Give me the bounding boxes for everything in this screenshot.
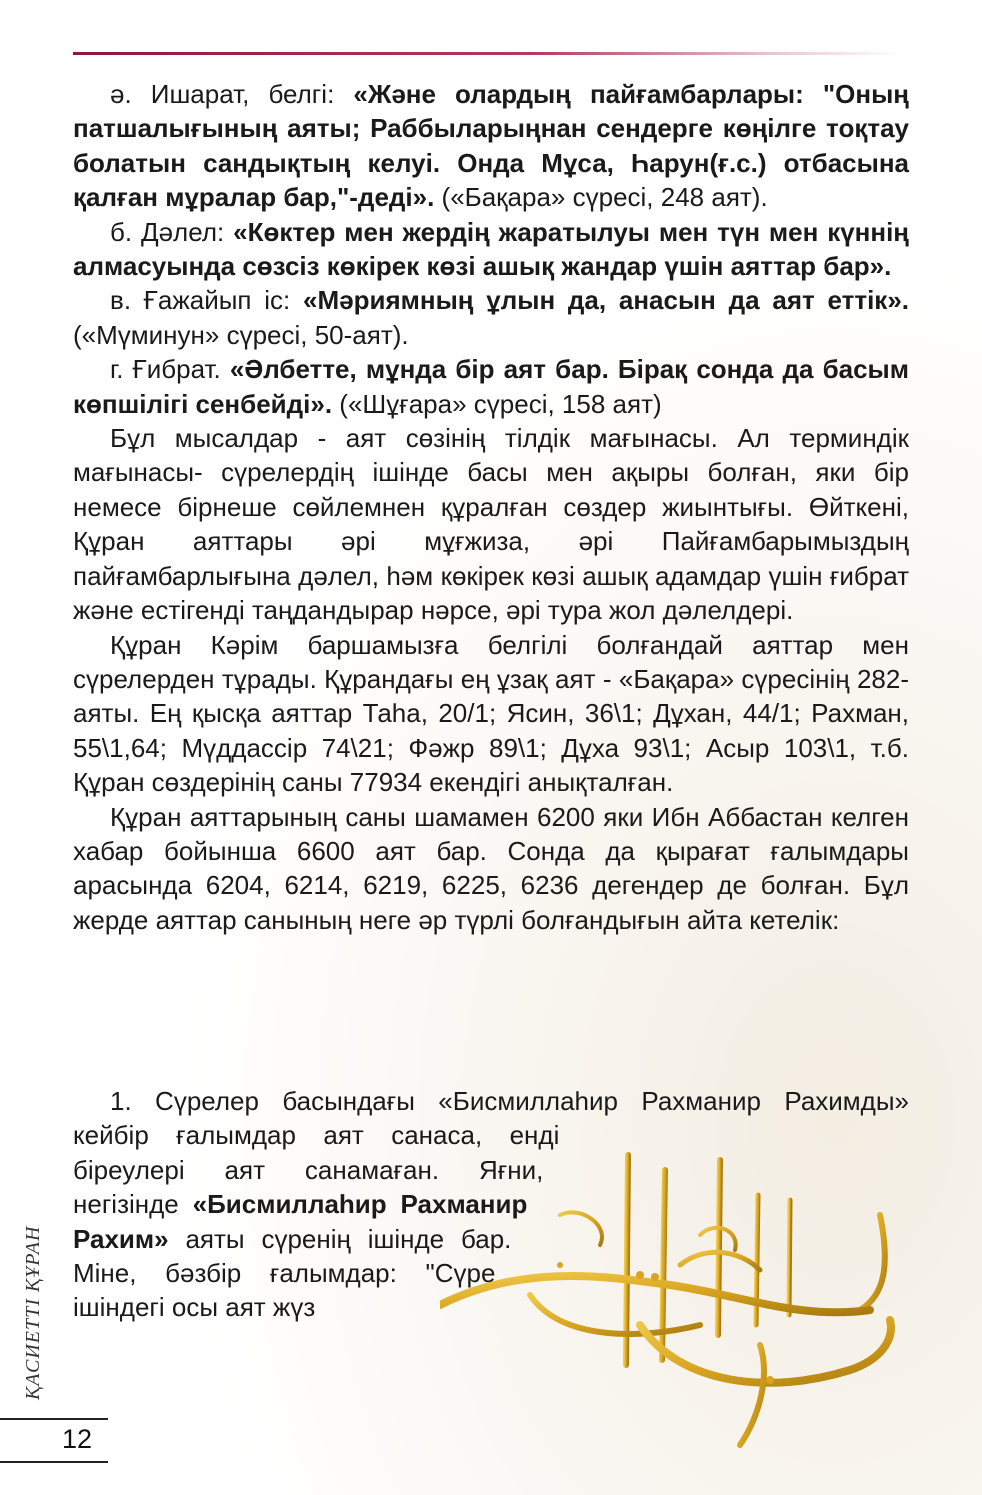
page-number: 12 bbox=[62, 1424, 93, 1454]
top-rule bbox=[73, 52, 903, 55]
paragraph-quran-structure: Құран Кәрім баршамызға белгілі болғандай аяттар мен сүрелерден тұрады. Құрандағы ең ұзақ аят - «Бақара» сүресінің 282-аяты. Ең қысқа аяттар Таһа, 20/1; Ясин, 36\1; Дұхан, 44/1; Рахман, 55\1,64; Мүддассір 74\21; Фәжр 89\1; Дұха 93\1; Асыр 103\1, т.б. Құран сөздерінің саны 77934 екендігі анықталған. bbox=[73, 629, 909, 798]
paragraph-ayat-count: Құран аяттарының саны шамамен 6200 яки Ибн Аббастан келген хабар бойынша 6600 аят бар. Сонда да қырағат ғалымдары арасында 6204, 6214, 6219, 6225, 6236 дегендер де болған. Бұл жерде аяттар санының неге әр түрлі болғандығын айта кетелік: bbox=[73, 801, 909, 935]
paragraph-gibrat: г. Ғибрат. «Әлбетте, мұнда бір аят бар. Бірақ сонда да басым көпшілігі сенбейді». («Шұғара» сүресі, 158 аят) bbox=[73, 354, 909, 419]
paragraph-gazhayyp: в. Ғажайып іс: «Мәриямның ұлын да, анасын да аят еттік». («Мүминун» сүресі, 50-аят). bbox=[73, 285, 910, 350]
page-number-rule-bottom bbox=[0, 1461, 108, 1463]
paragraph-dalel: б. Дәлел: «Көктер мен жердің жаратылуы мен түн мен күннің алмасуында сөзсіз көкірек көзі ашық жандар үшін аяттар бар». bbox=[73, 216, 909, 282]
paragraph-ishara: ә. Ишарат, белгі: «Және олардың пайғамбарлары: "Оның патшалығының аяты; Раббыларыңнан сендерге көңілге тоқтау болатын сандықтың келуі. Онда Мұса, Һарун(ғ.с.) отбасына қалған мұралар бар,"-деді». («Бақара» сүресі, 248 аят). bbox=[73, 79, 910, 213]
basmala-calligraphy bbox=[440, 1125, 910, 1455]
main-text bbox=[73, 77, 909, 937]
page-number-rule-top bbox=[0, 1418, 108, 1420]
book-title-vertical: ҚАСИЕТТІ ҚҰРАН bbox=[22, 1225, 44, 1400]
basmala-wrapped-text: 1. Сүрелер басындағы «Бисмиллаһир Рахманир Рахимды» кейбір ғалымдар аят санаса, енді біреулері аят санамаған. Яғни, негізінде «Бисмиллаһир Рахманир Рахим» аяты сүренің ішінде бар. Міне, бәзбір ғалымдар: "Сүре ішіндегі осы аят жүз bbox=[73, 1084, 909, 1444]
paragraph-examples: Бұл мысалдар - аят сөзінің тілдік мағынасы. Ал терминдік мағынасы- сүрелердің ішінде басы мен ақыры болған, яки бір немесе бірнеше сөйлемнен құралған сөздер жиынтығы. Өйткені, Құран аяттары әрі мұғжиза, әрі Пайғамбарымыздың пайғамбарлығына дәлел, һәм көкірек көзі ашық адамдар үшін ғибрат және естігенді таңдандырар нәрсе, әрі тура жол дәлелдері. bbox=[73, 423, 909, 626]
